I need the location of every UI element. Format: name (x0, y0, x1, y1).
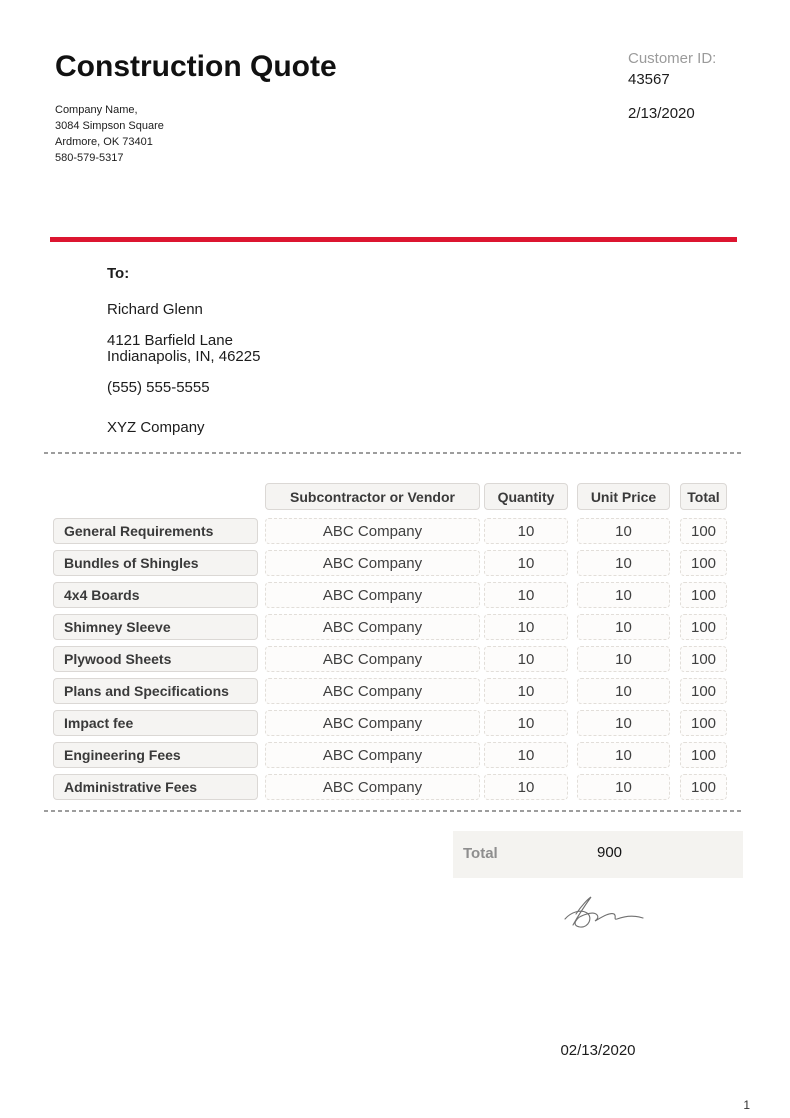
customer-id-label: Customer ID: (628, 50, 717, 67)
item-label-field[interactable]: Engineering Fees (53, 742, 258, 768)
company-phone: 580-579-5317 (55, 152, 124, 164)
footer-date: 02/13/2020 (560, 1042, 636, 1059)
quantity-field[interactable]: 10 (484, 678, 568, 704)
dashed-divider-top (44, 452, 744, 454)
total-label: Total (463, 845, 498, 862)
quantity-field[interactable]: 10 (484, 710, 568, 736)
vendor-field[interactable]: ABC Company (265, 582, 480, 608)
header-quantity: Quantity (484, 483, 568, 510)
item-label-field[interactable]: General Requirements (53, 518, 258, 544)
item-label-field[interactable]: Bundles of Shingles (53, 550, 258, 576)
company-city: Ardmore, OK 73401 (55, 136, 153, 148)
customer-id-value: 43567 (628, 71, 670, 88)
recipient-address (107, 333, 260, 365)
vendor-field[interactable]: ABC Company (265, 774, 480, 800)
item-label-field[interactable]: Shimney Sleeve (53, 614, 258, 640)
item-label-field[interactable]: Administrative Fees (53, 774, 258, 800)
unit-price-field[interactable]: 10 (577, 742, 670, 768)
signature-scribble[interactable] (556, 892, 646, 937)
item-label-field[interactable]: 4x4 Boards (53, 582, 258, 608)
company-street: 3084 Simpson Square (55, 120, 164, 132)
unit-price-field[interactable]: 10 (577, 550, 670, 576)
row-total-field[interactable]: 100 (680, 742, 727, 768)
vendor-field[interactable]: ABC Company (265, 646, 480, 672)
header-spacer (53, 483, 265, 510)
vendor-field[interactable]: ABC Company (265, 678, 480, 704)
vendor-field[interactable]: ABC Company (265, 710, 480, 736)
table-row (53, 742, 743, 768)
recipient-company: XYZ Company (107, 419, 205, 436)
table-row (53, 774, 743, 800)
row-total-field[interactable]: 100 (680, 550, 727, 576)
unit-price-field[interactable]: 10 (577, 774, 670, 800)
vendor-field[interactable]: ABC Company (265, 518, 480, 544)
quote-date: 2/13/2020 (628, 105, 695, 122)
header-subcontractor: Subcontractor or Vendor (265, 483, 480, 510)
unit-price-field[interactable]: 10 (577, 614, 670, 640)
quantity-field[interactable]: 10 (484, 550, 568, 576)
vendor-field[interactable]: ABC Company (265, 742, 480, 768)
customer-id-block (628, 49, 716, 123)
row-total-field[interactable]: 100 (680, 614, 727, 640)
row-total-field[interactable]: 100 (680, 678, 727, 704)
to-label: To: (107, 265, 130, 282)
total-value: 900 (597, 844, 623, 861)
table-row (53, 710, 743, 736)
row-total-field[interactable]: 100 (680, 646, 727, 672)
dashed-divider-bottom (44, 810, 744, 812)
item-label-field[interactable]: Plywood Sheets (53, 646, 258, 672)
page-title: Construction Quote (55, 50, 337, 83)
unit-price-field[interactable]: 10 (577, 678, 670, 704)
unit-price-field[interactable]: 10 (577, 710, 670, 736)
header-unit-price: Unit Price (577, 483, 670, 510)
unit-price-field[interactable]: 10 (577, 646, 670, 672)
quantity-field[interactable]: 10 (484, 614, 568, 640)
recipient-address-line2: Indianapolis, IN, 46225 (107, 348, 261, 365)
quantity-field[interactable]: 10 (484, 742, 568, 768)
accent-divider (50, 237, 737, 242)
quantity-field[interactable]: 10 (484, 582, 568, 608)
table-row (53, 678, 743, 704)
unit-price-field[interactable]: 10 (577, 518, 670, 544)
row-total-field[interactable]: 100 (680, 774, 727, 800)
recipient-address-line1: 4121 Barfield Lane (107, 332, 233, 349)
row-total-field[interactable]: 100 (680, 582, 727, 608)
header-total: Total (680, 483, 727, 510)
vendor-field[interactable]: ABC Company (265, 614, 480, 640)
item-label-field[interactable]: Plans and Specifications (53, 678, 258, 704)
quote-table (53, 483, 743, 806)
company-name: Company Name, (55, 104, 138, 116)
recipient-name: Richard Glenn (107, 301, 203, 318)
unit-price-field[interactable]: 10 (577, 582, 670, 608)
quantity-field[interactable]: 10 (484, 774, 568, 800)
recipient-block (107, 265, 260, 436)
row-total-field[interactable]: 100 (680, 518, 727, 544)
recipient-phone: (555) 555-5555 (107, 379, 210, 396)
table-row (53, 646, 743, 672)
company-address-block (55, 102, 164, 166)
vendor-field[interactable]: ABC Company (265, 550, 480, 576)
quantity-field[interactable]: 10 (484, 518, 568, 544)
table-row (53, 614, 743, 640)
total-summary (453, 831, 743, 878)
table-row (53, 518, 743, 544)
item-label-field[interactable]: Impact fee (53, 710, 258, 736)
quantity-field[interactable]: 10 (484, 646, 568, 672)
table-row (53, 582, 743, 608)
page-number: 1 (743, 1098, 750, 1112)
row-total-field[interactable]: 100 (680, 710, 727, 736)
table-row (53, 550, 743, 576)
table-header-row (53, 483, 743, 510)
